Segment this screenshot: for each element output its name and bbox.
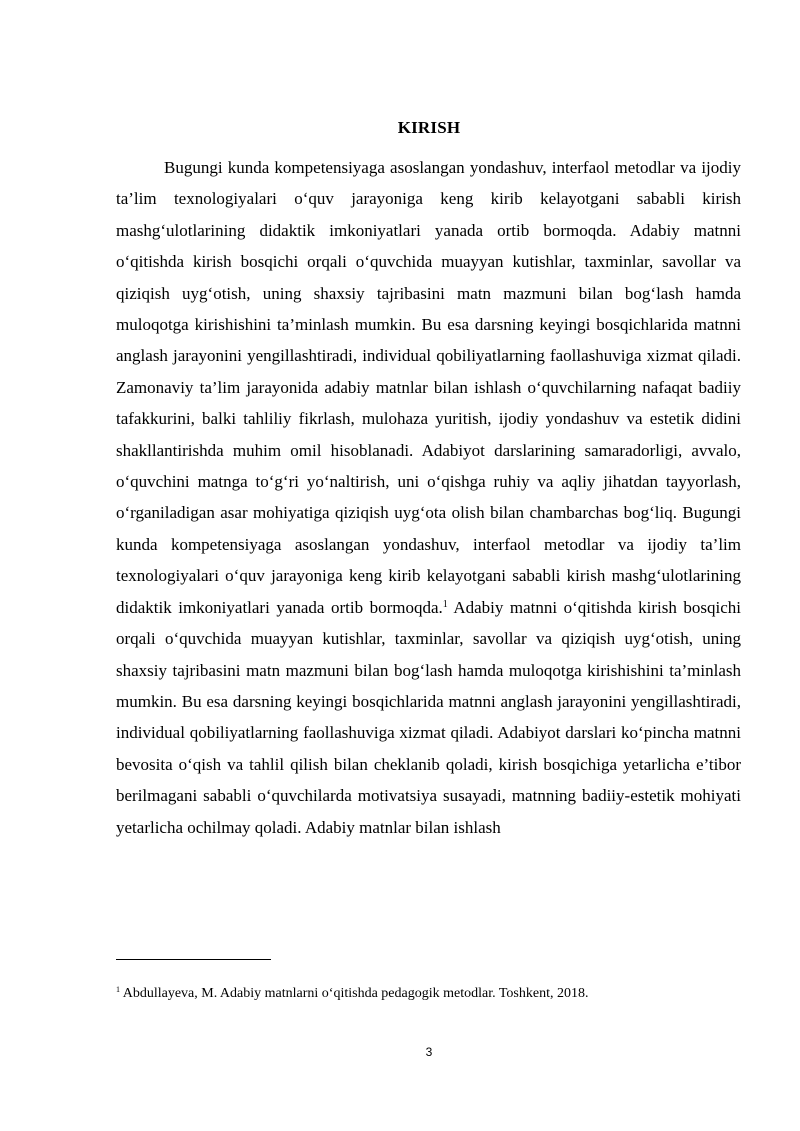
body-paragraph xyxy=(116,152,741,843)
footnote-text: Abdullayeva, M. Adabiy matnlarni o‘qitishda pedagogik metodlar. Toshkent, 2018. xyxy=(120,986,589,1001)
footnote-separator xyxy=(116,959,271,960)
footnote xyxy=(116,985,741,1003)
page-number: 3 xyxy=(425,1045,433,1059)
body-text-part-2: Adabiy matnni o‘qitishda kirish bosqichi orqali o‘quvchida muayyan kutishlar, taxminlar, savollar va qiziqish uyg‘otish, uning shaxsiy tajribasini matn mazmuni bilan bog‘lash hamda muloqotga kirishishini ta’minlash mumkin. Bu esa darsning keyingi bosqichlarida matnni anglash jarayonini yengillashtiradi, individual qobiliyatlarning faollashuviga xizmat qiladi. Adabiyot darslari ko‘pincha matnni bevosita o‘qish va tahlil qilish bilan cheklanib qoladi, kirish bosqichiga yetarlicha e’tibor berilmagani sababli o‘quvchilarda motivatsiya susayadi, matnning badiiy-estetik mohiyati yetarlicha ochilmay qoladi. Adabiy matnlar bilan ishlash xyxy=(116,597,741,837)
footnote-reference[interactable]: 1 xyxy=(442,598,448,610)
section-title: KIRISH xyxy=(397,118,461,137)
body-text-part-1: Bugungi kunda kompetensiyaga asoslangan yondashuv, interfaol metodlar va ijodiy ta’lim texnologiyalari o‘quv jarayoniga keng kirib kelayotgani sababli kirish mashg‘ulotlarining didaktik imkoniyatlari yanada ortib bormoqda. Adabiy matnni o‘qitishda kirish bosqichi orqali o‘quvchida muayyan kutishlar, taxminlar, savollar va qiziqish uyg‘otish, uning shaxsiy tajribasini matn mazmuni bilan bog‘lash hamda muloqotga kirishishini ta’minlash mumkin. Bu esa darsning keyingi bosqichlarida matnni anglash jarayonini yengillashtiradi, individual qobiliyatlarning faollashuviga xizmat qiladi. Zamonaviy ta’lim jarayonida adabiy matnlar bilan ishlash o‘quvchilarning nafaqat badiiy tafakkurini, balki tahliliy fikrlash, mulohaza yuritish, ijodiy yondashuv va estetik didini shakllantirishda muhim omil hisoblanadi. Adabiyot darslarining samaradorligi, avvalo, o‘quvchini matnga to‘g‘ri yo‘naltirish, uni o‘qishga ruhiy va aqliy jihatdan tayyorlash, o‘rganiladigan asar mohiyatiga qiziqish uyg‘ota olish bilan chambarchas bog‘liq. Bugungi kunda kompetensiyaga asoslangan yondashuv, interfaol metodlar va ijodiy ta’lim texnologiyalari o‘quv jarayoniga keng kirib kelayotgani sababli kirish mashg‘ulotlarining didaktik imkoniyatlari yanada ortib bormoqda. xyxy=(116,158,741,617)
footnote-marker: 1 xyxy=(116,985,120,994)
